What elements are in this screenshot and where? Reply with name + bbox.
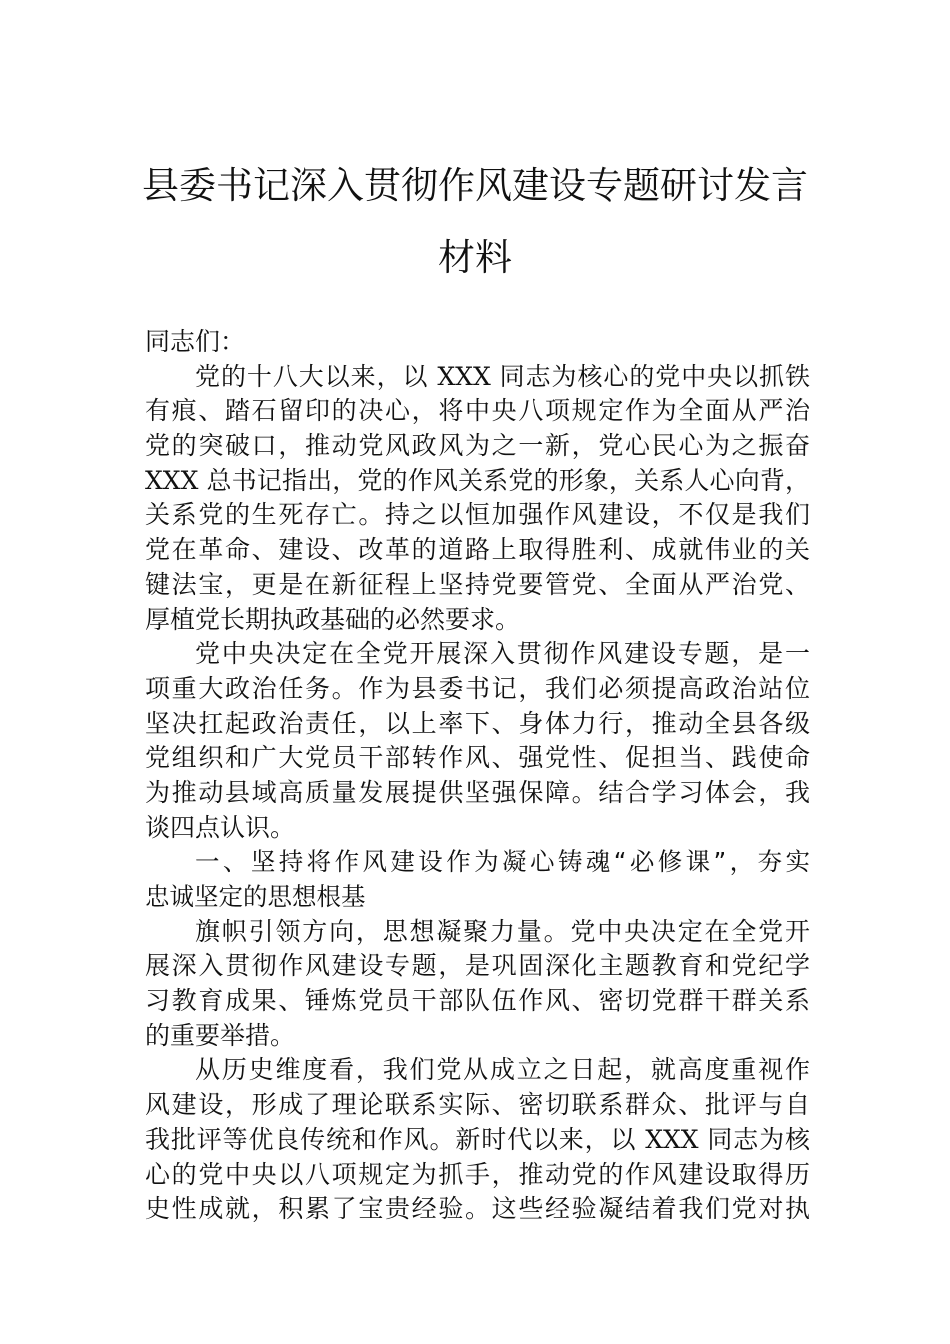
paragraph-line: 风建设，形成了理论联系实际、密切联系群众、批评与自 <box>145 1090 810 1120</box>
paragraph-line: 谈四点认识。 <box>145 812 296 842</box>
paragraph-line: 党组织和广大党员干部转作风、强党性、促担当、践使命 <box>145 743 810 773</box>
paragraph-line: 厚植党长期执政基础的必然要求。 <box>145 604 521 634</box>
paragraph-line: 坚决扛起政治责任，以上率下、身体力行，推动全县各级 <box>145 708 810 738</box>
paragraph-line: 项重大政治任务。作为县委书记，我们必须提高政治站位 <box>145 673 810 703</box>
document-body <box>145 325 810 1227</box>
paragraph-line: 关系党的生死存亡。持之以恒加强作风建设，不仅是我们 <box>145 500 810 530</box>
paragraph-line: 习教育成果、锤炼党员干部队伍作风、密切党群干群关系 <box>145 986 810 1016</box>
paragraph-line: 史性成就，积累了宝贵经验。这些经验凝结着我们党对执 <box>145 1194 810 1224</box>
paragraph-line: 为推动县域高质量发展提供坚强保障。结合学习体会，我 <box>145 777 810 807</box>
section-heading-line: 一、坚持将作风建设作为凝心铸魂“必修课”，夯实 <box>195 847 810 877</box>
paragraph-line: 展深入贯彻作风建设专题，是巩固深化主题教育和党纪学 <box>145 951 810 981</box>
paragraph-line: 我批评等优良传统和作风。新时代以来，以 XXX 同志为核 <box>145 1124 810 1154</box>
paragraph-line: 党中央决定在全党开展深入贯彻作风建设专题，是一 <box>195 639 810 669</box>
paragraph-line: 党的突破口，推动党风政风为之一新，党心民心为之振奋 <box>145 431 810 461</box>
section-heading-line: 忠诚坚定的思想根基 <box>145 882 366 911</box>
document-title-line-2: 材料 <box>438 236 512 279</box>
paragraph-line: 的重要举措。 <box>145 1020 296 1050</box>
paragraph-line: 旗帜引领方向，思想凝聚力量。党中央决定在全党开 <box>195 916 810 946</box>
paragraph-line: 心的党中央以八项规定为抓手，推动党的作风建设取得历 <box>145 1159 810 1189</box>
paragraph-line: 党在革命、建设、改革的道路上取得胜利、成就伟业的关 <box>145 535 810 565</box>
document-title-line-1: 县委书记深入贯彻作风建设专题研讨发言 <box>142 164 808 207</box>
paragraph-line: XXX 总书记指出，党的作风关系党的形象，关系人心向背， <box>145 465 810 495</box>
paragraph-line: 有痕、踏石留印的决心，将中央八项规定作为全面从严治 <box>145 396 810 426</box>
paragraph-line: 键法宝，更是在新征程上坚持党要管党、全面从严治党、 <box>145 569 810 599</box>
paragraph-line: 党的十八大以来，以 XXX 同志为核心的党中央以抓铁 <box>195 361 810 391</box>
paragraph-line: 从历史维度看，我们党从成立之日起，就高度重视作 <box>195 1055 810 1085</box>
salutation: 同志们： <box>145 327 246 356</box>
